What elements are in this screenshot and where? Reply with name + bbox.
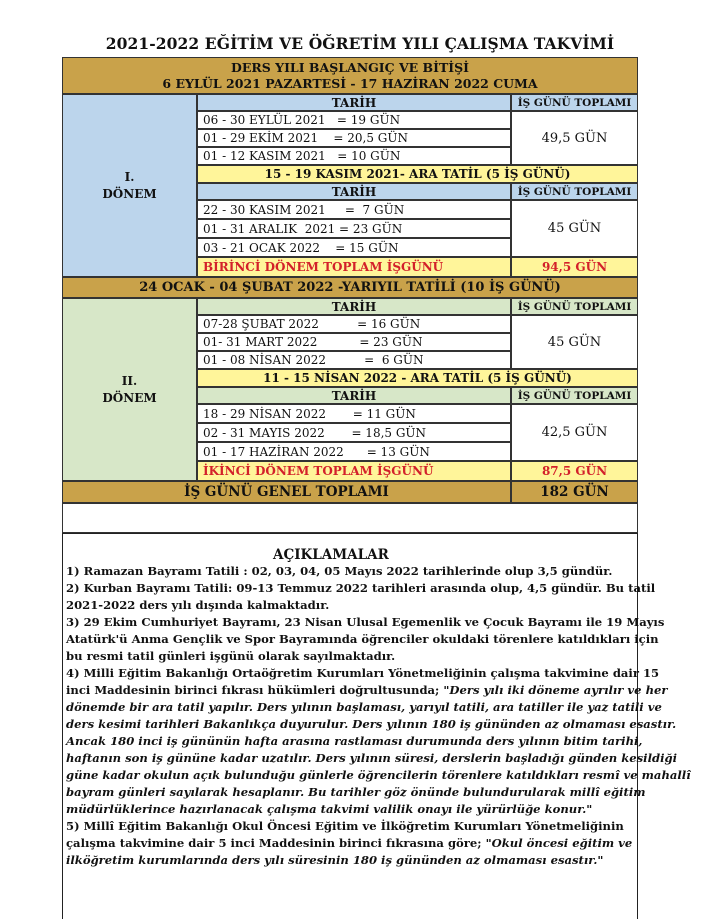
note-line-3: 2021-2022 ders yılı dışında kalmaktadır. bbox=[66, 598, 330, 612]
note-line-5: Atatürk'ü Anma Gençlik ve Spor Bayramında öğrenciler okuldaki törenlere katıldıkları için bbox=[66, 632, 659, 646]
term2-block2-row-1: 18 - 29 NİSAN 2022 = 11 GÜN bbox=[197, 404, 511, 423]
term2-block1-row-2: 01- 31 MART 2022 = 23 GÜN bbox=[197, 333, 511, 351]
term1-block1-total-header: İŞ GÜNÜ TOPLAMI bbox=[511, 94, 638, 111]
term2-block2-date-header: TARİH bbox=[197, 387, 511, 404]
page-title: 2021-2022 EĞİTİM VE ÖĞRETİM YILI ÇALIŞMA TAKVİMİ bbox=[105, 34, 615, 53]
term1-mid-break: 15 - 19 KASIM 2021- ARA TATİL (5 İŞ GÜNÜ) bbox=[197, 165, 638, 183]
term1-block1-total: 49,5 GÜN bbox=[511, 111, 638, 165]
note-line-14: bayram günleri sayılarak hesaplanır. Bu tarihler göz önünde bulundurularak millî eğitim bbox=[66, 785, 646, 799]
note-line-1: 1) Ramazan Bayramı Tatili : 02, 03, 04, 05 Mayıs 2022 tarihlerinde olup 3,5 gündür. bbox=[66, 564, 613, 578]
term1-block2-row-2: 01 - 31 ARALIK 2021 = 23 GÜN bbox=[197, 219, 511, 238]
term1-block2-row-3: 03 - 21 OCAK 2022 = 15 GÜN bbox=[197, 238, 511, 257]
note-line-10: ders kesimi tarihleri Bakanlıkça duyurulur. Ders yılının 180 iş gününden az olmaması esastır. bbox=[66, 717, 677, 731]
term2-mid-break: 11 - 15 NİSAN 2022 - ARA TATİL (5 İŞ GÜNÜ) bbox=[197, 369, 638, 387]
note-line-9: dönemde bir ara tatil yapılır. Ders yılının başlaması, yarıyıl tatili, ara tatiller ile yaz tatili ve bbox=[66, 700, 662, 714]
school-year-header-line1: DERS YILI BAŞLANGIÇ VE BİTİŞİ bbox=[231, 59, 469, 75]
term2-block1-total: 45 GÜN bbox=[511, 315, 638, 369]
note-line-16: 5) Millî Eğitim Bakanlığı Okul Öncesi Eğitim ve İlköğretim Kurumları Yönetmeliğinin bbox=[66, 819, 624, 833]
term1-total-value: 94,5 GÜN bbox=[511, 257, 638, 277]
notes-title: AÇIKLAMALAR bbox=[273, 547, 389, 563]
note-line-12: haftanın son iş gününe kadar uzatılır. Ders yılının süresi, derslerin başladığı günden kesildiği bbox=[66, 751, 678, 765]
note-line-8 bbox=[66, 682, 667, 699]
term2-total-value: 87,5 GÜN bbox=[511, 461, 638, 481]
term1-block1-date-header: TARİH bbox=[197, 94, 511, 111]
term2-block2-total: 42,5 GÜN bbox=[511, 404, 638, 461]
note-line-11: Ancak 180 inci iş gününün hafta arasına rastlaması durumunda ders yılının bitim tarihi, bbox=[66, 734, 643, 748]
term2-block1-date-header: TARİH bbox=[197, 298, 511, 315]
term2-block1-total-header: İŞ GÜNÜ TOPLAMI bbox=[511, 298, 638, 315]
term1-block2-row-1: 22 - 30 KASIM 2021 = 7 GÜN bbox=[197, 200, 511, 219]
blank-row bbox=[62, 503, 638, 533]
term1-label bbox=[62, 94, 197, 277]
term2-block1-row-3: 01 - 08 NİSAN 2022 = 6 GÜN bbox=[197, 351, 511, 369]
note-line-7: 4) Milli Eğitim Bakanlığı Ortaöğretim Kurumları Yönetmeliğinin çalışma takvimine dair 15 bbox=[66, 666, 660, 680]
grand-total-label: İŞ GÜNÜ GENEL TOPLAMI bbox=[62, 481, 511, 503]
term2-block1-row-1: 07-28 ŞUBAT 2022 = 16 GÜN bbox=[197, 315, 511, 333]
note-line-8-quote: "Ders yılı iki döneme ayrılır ve her bbox=[443, 683, 668, 697]
note-line-15: müdürlüklerince hazırlanacak çalışma takvimi valilik onayı ile yürürlüğe konur." bbox=[66, 802, 593, 816]
note-line-8-text: inci Maddesinin birinci fıkrası hükümleri doğrultusunda; bbox=[66, 683, 444, 697]
note-line-17-text: çalışma takvimine dair 5 inci Maddesinin birinci fıkrasına göre; bbox=[66, 836, 486, 850]
note-line-18: ilköğretim kurumlarında ders yılı süresinin 180 iş gününden az olmaması esastır." bbox=[66, 853, 604, 867]
note-line-13: güne kadar okulun açık bulunduğu günlerle öğrencilerin törenlere katıldıkları resmî ve mahallî bbox=[66, 768, 691, 782]
note-line-17 bbox=[66, 835, 632, 852]
grand-total-value: 182 GÜN bbox=[511, 481, 638, 503]
note-line-4: 3) 29 Ekim Cumhuriyet Bayramı, 23 Nisan Ulusal Egemenlik ve Çocuk Bayramı ile 19 Mayıs bbox=[66, 615, 665, 629]
term2-label-number: II. bbox=[121, 373, 138, 388]
term1-block1-row-2: 01 - 29 EKİM 2021 = 20,5 GÜN bbox=[197, 129, 511, 147]
school-year-header bbox=[62, 57, 638, 94]
term2-label-text: DÖNEM bbox=[102, 390, 157, 405]
term1-total-label: BİRİNCİ DÖNEM TOPLAM İŞGÜNÜ bbox=[197, 257, 511, 277]
term1-block2-total: 45 GÜN bbox=[511, 200, 638, 257]
note-line-6: bu resmi tatil günleri işgünü olarak sayılmaktadır. bbox=[66, 649, 396, 663]
term2-block2-row-3: 01 - 17 HAZİRAN 2022 = 13 GÜN bbox=[197, 442, 511, 461]
term1-block1-row-3: 01 - 12 KASIM 2021 = 10 GÜN bbox=[197, 147, 511, 165]
term1-block2-total-header: İŞ GÜNÜ TOPLAMI bbox=[511, 183, 638, 200]
notes-section bbox=[62, 533, 691, 919]
term1-block1-row-1: 06 - 30 EYLÜL 2021 = 19 GÜN bbox=[197, 111, 511, 129]
school-year-dates: 6 EYLÜL 2021 PAZARTESİ - 17 HAZİRAN 2022 CUMA bbox=[162, 75, 538, 91]
term2-total-label: İKİNCİ DÖNEM TOPLAM İŞGÜNÜ bbox=[197, 461, 511, 481]
term1-label-text: DÖNEM bbox=[102, 186, 157, 201]
term1-label-number: I. bbox=[124, 169, 135, 184]
term2-label bbox=[62, 298, 197, 481]
note-line-17-quote: "Okul öncesi eğitim ve bbox=[485, 836, 633, 850]
note-line-2: 2) Kurban Bayramı Tatili: 09-13 Temmuz 2022 tarihleri arasında olup, 4,5 gündür. Bu tatil bbox=[66, 581, 656, 595]
term1-block2-date-header: TARİH bbox=[197, 183, 511, 200]
term2-block2-total-header: İŞ GÜNÜ TOPLAMI bbox=[511, 387, 638, 404]
midyear-holiday: 24 OCAK - 04 ŞUBAT 2022 -YARIYIL TATİLİ (10 İŞ GÜNÜ) bbox=[62, 277, 638, 298]
term2-block2-row-2: 02 - 31 MAYIS 2022 = 18,5 GÜN bbox=[197, 423, 511, 442]
